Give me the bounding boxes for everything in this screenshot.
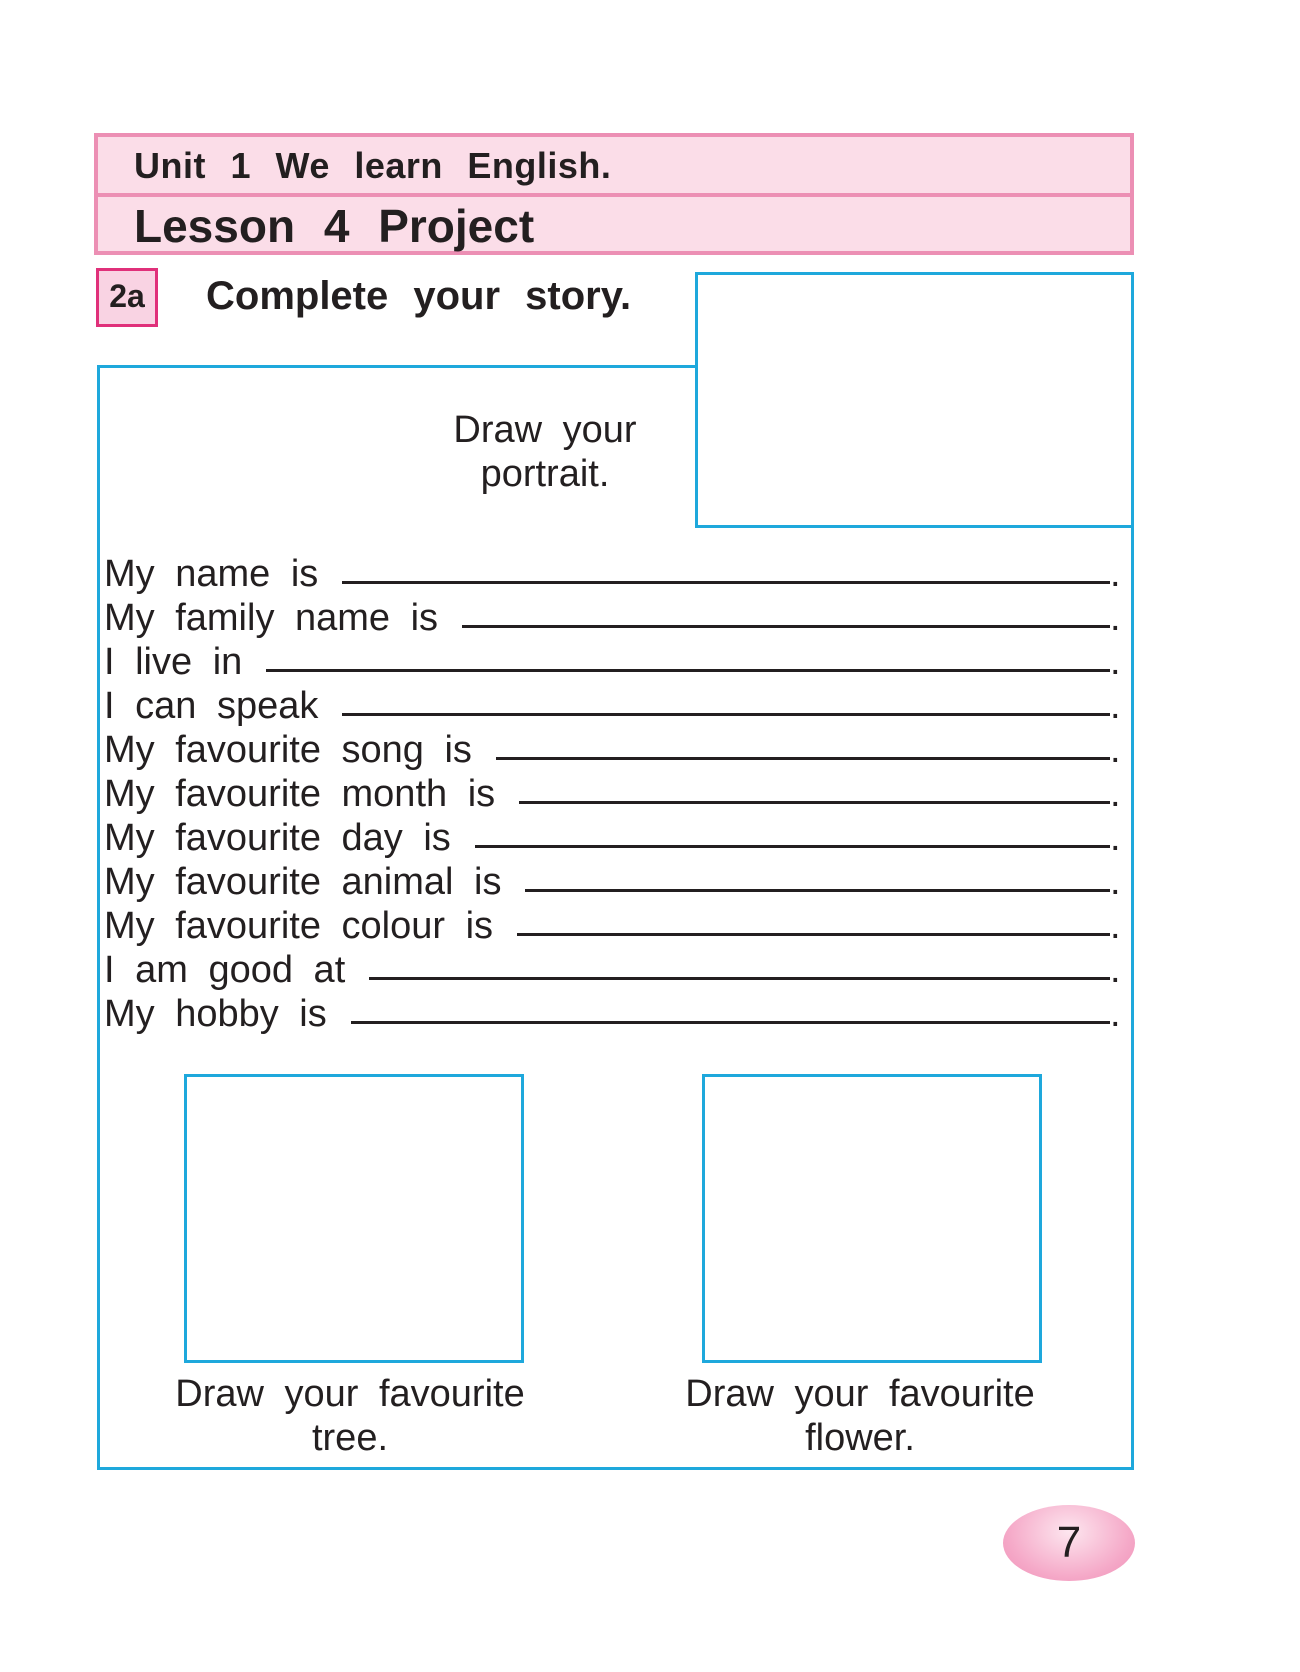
flower-caption [630, 1372, 1090, 1460]
answer-line[interactable] [266, 641, 1110, 672]
story-sentences [104, 553, 1124, 1037]
sentence-favourite-colour [104, 905, 1124, 949]
sentence-text: I live in [104, 641, 243, 683]
flower-caption-line2: flower. [805, 1417, 915, 1459]
tree-drawing-box[interactable] [184, 1074, 524, 1363]
sentence-end-dot: . [1110, 993, 1121, 1035]
answer-line[interactable] [496, 729, 1110, 760]
sentence-family-name [104, 597, 1124, 641]
portrait-caption-line2: portrait. [480, 453, 610, 495]
sentence-end-dot: . [1110, 685, 1121, 727]
answer-line[interactable] [519, 773, 1110, 804]
sentence-favourite-song [104, 729, 1124, 773]
sentence-favourite-animal [104, 861, 1124, 905]
sentence-favourite-month [104, 773, 1124, 817]
sentence-text: I can speak [104, 685, 319, 727]
sentence-text: My favourite animal is [104, 861, 502, 903]
sentence-good-at [104, 949, 1124, 993]
sentence-favourite-day [104, 817, 1124, 861]
answer-line[interactable] [462, 597, 1110, 628]
sentence-text: I am good at [104, 949, 346, 991]
task-instruction: Complete your story. [206, 274, 632, 318]
portrait-caption [420, 408, 670, 496]
flower-caption-line1: Draw your favourite [685, 1373, 1035, 1415]
sentence-end-dot: . [1110, 905, 1121, 947]
sentence-hobby [104, 993, 1124, 1037]
portrait-caption-line1: Draw your [453, 409, 637, 451]
tree-caption-line1: Draw your favourite [175, 1373, 525, 1415]
flower-drawing-box[interactable] [702, 1074, 1042, 1363]
portrait-drawing-box[interactable] [695, 272, 1134, 528]
answer-line[interactable] [369, 949, 1110, 980]
task-number-badge: 2a [96, 268, 158, 327]
answer-line[interactable] [351, 993, 1110, 1024]
sentence-text: My family name is [104, 597, 439, 639]
sentence-end-dot: . [1110, 861, 1121, 903]
answer-line[interactable] [475, 817, 1110, 848]
unit-title: Unit 1 We learn English. [134, 145, 612, 186]
page-number: 7 [1003, 1505, 1135, 1581]
sentence-end-dot: . [1110, 949, 1121, 991]
tree-caption-line2: tree. [311, 1417, 389, 1459]
answer-line[interactable] [342, 553, 1110, 584]
sentence-text: My favourite song is [104, 729, 472, 771]
sentence-text: My favourite month is [104, 773, 496, 815]
sentence-end-dot: . [1110, 729, 1121, 771]
answer-line[interactable] [517, 905, 1110, 936]
sentence-text: My favourite colour is [104, 905, 494, 947]
sentence-text: My hobby is [104, 993, 327, 1035]
unit-header [94, 133, 1134, 197]
lesson-title: Lesson 4 Project [134, 200, 535, 252]
sentence-speak [104, 685, 1124, 729]
sentence-end-dot: . [1110, 773, 1121, 815]
lesson-header [94, 193, 1134, 255]
answer-line[interactable] [525, 861, 1110, 892]
sentence-end-dot: . [1110, 597, 1121, 639]
sentence-live-in [104, 641, 1124, 685]
sentence-end-dot: . [1110, 553, 1121, 595]
sentence-name [104, 553, 1124, 597]
sentence-text: My name is [104, 553, 319, 595]
answer-line[interactable] [342, 685, 1110, 716]
sentence-end-dot: . [1110, 817, 1121, 859]
sentence-text: My favourite day is [104, 817, 451, 859]
tree-caption [120, 1372, 580, 1460]
sentence-end-dot: . [1110, 641, 1121, 683]
